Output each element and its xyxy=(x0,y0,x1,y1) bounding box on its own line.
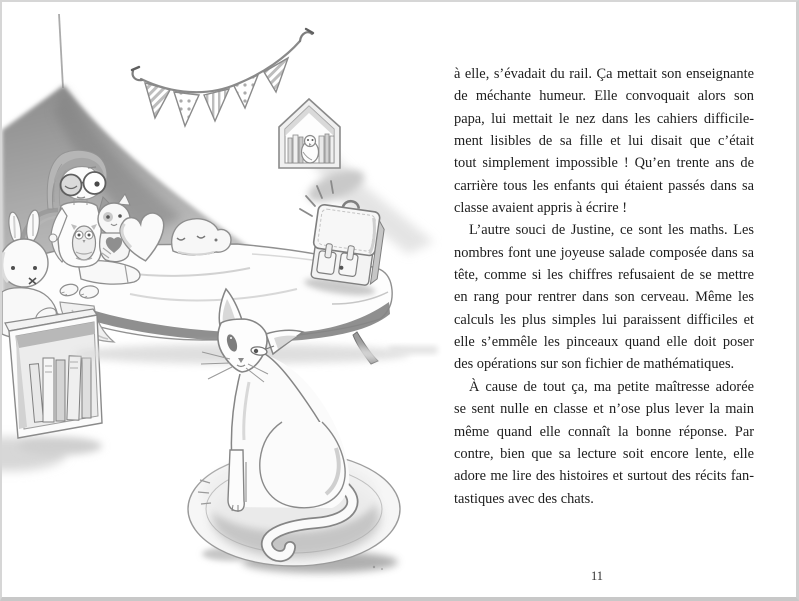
house-shelf xyxy=(279,99,340,168)
text-line: tout simplement impossible ! Qu’en trente ans de xyxy=(454,155,754,172)
text-line: tastiques avec des chats. xyxy=(454,490,594,507)
text-line: des opérations sur son fichier de mathématiques. xyxy=(454,356,735,373)
text-line: adore me lire des histoires et surtout des récits fan- xyxy=(454,468,754,485)
pennant-flag xyxy=(174,92,199,126)
pennant-flag xyxy=(204,89,229,121)
pennant-flag xyxy=(145,83,170,118)
sleeping-plush xyxy=(172,219,231,255)
text-line: classe avaient appris à écrire ! xyxy=(454,200,627,217)
text-line: contre, bien que sa lecture soit encore lente, elle xyxy=(454,445,754,462)
text-line: nombres font une joyeuse salade composée dans sa xyxy=(454,244,754,261)
paragraph xyxy=(454,219,754,375)
text-line: L’autre souci de Justine, ce sont les maths. Les xyxy=(469,222,754,239)
text-line: en rang pour rentrer dans son cerveau. Même les xyxy=(454,289,754,306)
cube-bookshelf xyxy=(2,309,102,471)
text-line: carrière tous les enfants qui étaient passés dans sa xyxy=(454,177,754,194)
paragraph xyxy=(454,376,754,510)
text-line: de méchante humeur. Elle convoquait alors son xyxy=(454,88,754,105)
books xyxy=(29,356,91,422)
text-line: même quand elle connaît la bonne réponse. Par xyxy=(454,423,754,440)
pennant-flag xyxy=(234,75,258,108)
cat-haunch xyxy=(260,422,345,508)
text-column xyxy=(454,63,754,510)
garland-hook-right xyxy=(300,32,312,41)
text-line: elle s’emmêle les pinceaux quand elle doit poser xyxy=(454,334,754,351)
page-illustration xyxy=(2,2,442,601)
cat-front-leg xyxy=(228,450,244,511)
bunting-garland xyxy=(132,29,313,126)
paragraph xyxy=(454,63,754,219)
text-line: tête, comme si les chiffres refusaient de se mettre xyxy=(454,267,754,284)
text-line: calculs les plus simples lui paraissent difficiles et xyxy=(454,311,754,328)
text-line: papa, lui mettait le nez dans les cahiers difficile- xyxy=(454,110,754,127)
text-line: à elle, s’évadait du rail. Ça mettait son enseignante xyxy=(454,66,754,82)
text-line: À cause de tout ça, ma petite maîtresse adorée xyxy=(469,378,754,395)
text-line: ment lisibles de sa fille et lui disait que c’était xyxy=(454,133,754,150)
text-line: se sent nulle en classe et n’ose plus lever la main xyxy=(454,401,754,418)
page-number: 11 xyxy=(590,569,604,583)
